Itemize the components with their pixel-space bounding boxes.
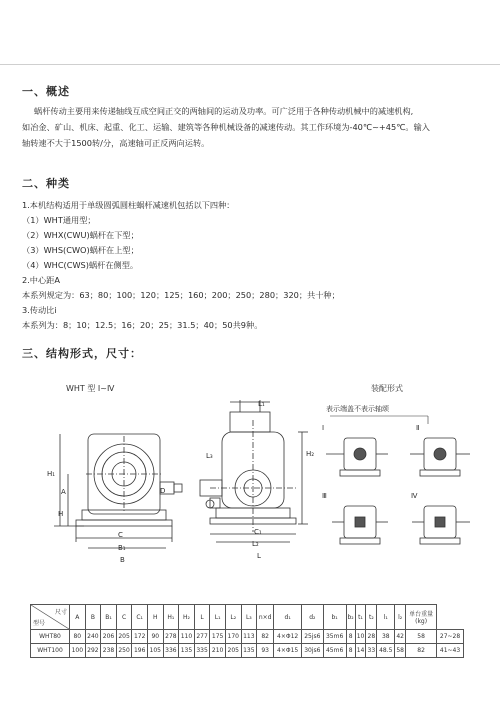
cell: 172 — [132, 630, 148, 644]
reducer-technical-drawing — [40, 392, 315, 572]
col-header: L₃ — [241, 605, 257, 630]
table-corner-cell — [31, 605, 70, 630]
cell: 25js6 — [302, 630, 324, 644]
assembly-form-2 — [410, 438, 470, 476]
spec-table-header-row — [31, 605, 464, 630]
cell: 110 — [179, 630, 195, 644]
cell: 196 — [132, 644, 148, 658]
side-view — [200, 400, 308, 542]
cell: 58 — [406, 630, 437, 644]
dim-C1: C₁ — [254, 528, 262, 536]
cell: 240 — [85, 630, 101, 644]
cell: 250 — [116, 644, 132, 658]
section-1-line-3: 轴转速不大于1500转/分，高速轴可正反两向运转。 — [22, 138, 210, 148]
cell: 45m6 — [323, 644, 346, 658]
section-2-line-3: （2）WHX(CWU)蜗杆在下型； — [22, 230, 139, 240]
dim-H1: H₁ — [47, 470, 56, 478]
col-header: B — [85, 605, 101, 630]
assembly-form-4 — [412, 506, 470, 544]
cell: 336 — [163, 644, 179, 658]
cell: 205 — [116, 630, 132, 644]
cell: 210 — [210, 644, 226, 658]
dim-B1: B₁ — [118, 544, 126, 552]
table-row — [31, 644, 464, 658]
dim-A: A — [61, 488, 66, 496]
section-2-line-9: 本系列为：8；10；12.5；16；20；25；31.5；40；50共9种。 — [22, 320, 263, 330]
cell: 28 — [366, 630, 377, 644]
section-2-line-2: （1）WHT通用型； — [22, 215, 96, 225]
top-divider — [0, 64, 500, 65]
assembly-roman-4: Ⅳ — [411, 492, 418, 500]
col-header: l₂ — [395, 605, 406, 630]
section-2-line-1: 1.本机结构适用于单级圆弧圆柱蜗杆减速机包括以下四种： — [22, 200, 235, 210]
cell: 58 — [395, 644, 406, 658]
col-header: C — [116, 605, 132, 630]
cell: 238 — [101, 644, 117, 658]
cell: 93 — [257, 644, 274, 658]
col-header: t₂ — [366, 605, 377, 630]
cell: 90 — [147, 630, 163, 644]
dim-H2: H₂ — [306, 450, 315, 458]
assembly-form-1 — [326, 438, 388, 476]
row-model: WHT80 — [31, 630, 70, 644]
col-header: L₂ — [225, 605, 241, 630]
col-header: H — [147, 605, 163, 630]
cell: 206 — [101, 630, 117, 644]
col-header: d₂ — [302, 605, 324, 630]
dim-L2: L₂ — [252, 540, 259, 548]
section-2-line-5: （4）WHC(CWS)蜗杆在侧型。 — [22, 260, 139, 270]
col-header: b₁ — [323, 605, 346, 630]
section-3-heading: 三、结构形式，尺寸： — [22, 347, 142, 360]
corner-model-label: 型号 — [33, 620, 46, 627]
cell: 27~28 — [437, 630, 464, 644]
cell: 175 — [210, 630, 226, 644]
section-2-heading: 二、种类 — [22, 177, 70, 190]
cell: 10 — [355, 630, 366, 644]
section-1-heading: 一、概述 — [22, 85, 70, 98]
col-header: L₁ — [210, 605, 226, 630]
cell: 278 — [163, 630, 179, 644]
section-1-line-2: 如冶金、矿山、机床、起重、化工、运输、建筑等各种机械设备的减速传动。其工作环境为-40℃~+45℃。输入 — [22, 122, 430, 132]
cell: 82 — [257, 630, 274, 644]
col-header: L — [194, 605, 210, 630]
col-header: t₁ — [355, 605, 366, 630]
col-header: l₁ — [377, 605, 395, 630]
dim-D: D — [160, 487, 166, 495]
cell: 335 — [194, 644, 210, 658]
section-2-line-6: 2.中心距A — [22, 275, 60, 285]
section-2-line-8: 3.传动比i — [22, 305, 57, 315]
cell: 35m6 — [323, 630, 346, 644]
cell: 135 — [179, 644, 195, 658]
cell: 30js6 — [302, 644, 324, 658]
cell: 135 — [241, 644, 257, 658]
cell: 105 — [147, 644, 163, 658]
cell: 277 — [194, 630, 210, 644]
cell: 8 — [346, 644, 355, 658]
col-header: d₁ — [274, 605, 302, 630]
cell: 170 — [225, 630, 241, 644]
assembly-form-3 — [332, 506, 388, 544]
cell: 4×Φ15 — [274, 644, 302, 658]
assembly-title: 装配形式 — [371, 384, 403, 393]
cell: 82 — [406, 644, 437, 658]
cell: 113 — [241, 630, 257, 644]
cell: 8 — [346, 630, 355, 644]
cell: 14 — [355, 644, 366, 658]
col-header-weight: 单台重量(kg) — [406, 605, 437, 630]
assembly-roman-2: Ⅱ — [416, 424, 420, 432]
cell: 33 — [366, 644, 377, 658]
table-row — [31, 630, 464, 644]
corner-size-label: 尺寸 — [54, 609, 67, 616]
col-header: b₂ — [346, 605, 355, 630]
dim-H: H — [58, 510, 64, 518]
cell: 42 — [395, 630, 406, 644]
section-2-line-7: 本系列规定为：63；80；100；120；125；160；200；250；280；320；共十种； — [22, 290, 340, 300]
section-2-line-4: （3）WHS(CWO)蜗杆在上型； — [22, 245, 139, 255]
col-header: n×d — [257, 605, 274, 630]
dim-L3: L₃ — [206, 452, 213, 460]
section-1-line-1: 蜗杆传动主要用来传递轴线互成空间正交的两轴间的运动及功率。可广泛用于各种传动机械中的减速机构, — [34, 106, 414, 116]
dim-L: L — [257, 552, 261, 560]
col-header: H₂ — [179, 605, 195, 630]
assembly-forms-drawing — [318, 410, 478, 560]
cell: 38 — [377, 630, 395, 644]
col-header: C₁ — [132, 605, 148, 630]
col-header: B₁ — [101, 605, 117, 630]
cell: 41~43 — [437, 644, 464, 658]
wht-drawing-title: WHT 型 Ⅰ~Ⅳ — [66, 384, 115, 393]
dim-L1: L₁ — [258, 400, 265, 408]
cell: 292 — [85, 644, 101, 658]
dim-C: C — [118, 531, 123, 539]
assembly-note: 表示端盖不表示轴颂 — [326, 405, 389, 413]
col-header: H₁ — [163, 605, 179, 630]
assembly-roman-1: Ⅰ — [322, 424, 325, 432]
cell: 205 — [225, 644, 241, 658]
row-model: WHT100 — [31, 644, 70, 658]
dim-B: B — [120, 556, 125, 564]
cell: 48.5 — [377, 644, 395, 658]
col-header: A — [70, 605, 86, 630]
cell: 100 — [70, 644, 86, 658]
cell: 4×Φ12 — [274, 630, 302, 644]
assembly-roman-3: Ⅲ — [322, 492, 327, 500]
cell: 80 — [70, 630, 86, 644]
spec-table — [30, 604, 464, 658]
